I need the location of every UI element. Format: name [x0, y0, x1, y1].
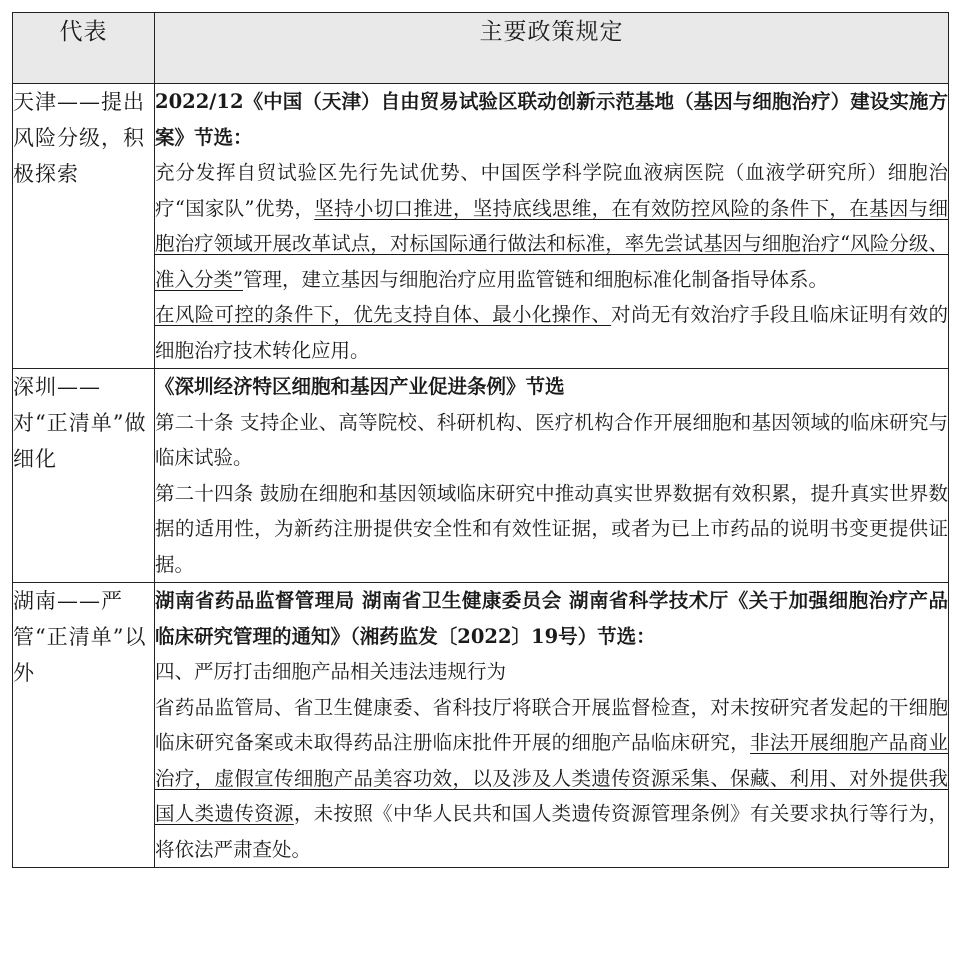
rep-cell-tianjin: 天津——提出风险分级，积极探索: [13, 84, 155, 369]
policy-table: [12, 12, 949, 868]
table-row: [13, 583, 949, 868]
policy-title-shenzhen: 《深圳经济特区细胞和基因产业促进条例》节选: [155, 375, 565, 398]
policy-text: 管理，建立基因与细胞治疗应用监管链和细胞标准化制备指导体系。: [242, 267, 828, 291]
policy-title-tianjin: 2022/12《中国（天津）自由贸易试验区联动创新示范基地（基因与细胞治疗）建设实施方案》节选：: [155, 90, 948, 149]
header-representative: 代表: [13, 13, 155, 84]
policy-text: 省药品监管局、省卫生健康委、省科技厅将联合开展监督检查，对未按研究者发起的干细胞临床研究备案或未取得药品注册临床批件开展的细胞产品临床研究，: [155, 695, 948, 754]
policy-article-24: 第二十四条 鼓励在细胞和基因领域临床研究中推动真实世界数据有效积累，提升真实世界数据的适用性，为新药注册提供安全性和有效性证据，或者为已上市药品的说明书变更提供证据。: [155, 481, 948, 576]
table-header-row: [13, 13, 949, 84]
policy-cell-hunan: [155, 583, 949, 868]
rep-cell-hunan: 湖南——严管“正清单”以外: [13, 583, 155, 868]
policy-text: 对尚无有效治疗手段且临床证明有效的细胞治疗技术转化应用。: [155, 303, 948, 362]
policy-text: ，未按照《中华人民共和国人类遗传资源管理条例》有关要求执行等行为，将依法严肃查处。: [155, 802, 948, 861]
underlined-text: 非法开展细胞产品商业治疗，虚假宣传细胞产品美容功效，以及涉及人类遗传资源采集、保藏、利用、对外提供我国人类遗传资源: [155, 731, 948, 825]
rep-cell-shenzhen: 深圳——对“正清单”做细化: [13, 369, 155, 583]
policy-cell-shenzhen: [155, 369, 949, 583]
policy-section-heading: 四、严厉打击细胞产品相关违法违规行为: [155, 660, 507, 683]
policy-text: 充分发挥自贸试验区先行先试优势、中国医学科学院血液病医院（血液学研究所）细胞治疗“国家队”优势，: [155, 161, 948, 220]
policy-article-20: 第二十条 支持企业、高等院校、科研机构、医疗机构合作开展细胞和基因领域的临床研究与临床试验。: [155, 410, 948, 469]
policy-paragraph: [155, 297, 948, 368]
underlined-text: 在风险可控的条件下，优先支持自体、最小化操作、: [155, 303, 612, 326]
table-row: [13, 84, 949, 369]
policy-paragraph: [155, 155, 948, 297]
header-policy: 主要政策规定: [155, 13, 949, 84]
policy-cell-tianjin: [155, 84, 949, 369]
table-row: [13, 369, 949, 583]
underlined-text: 坚持小切口推进，坚持底线思维，在有效防控风险的条件下，在基因与细胞治疗领域开展改革试点，对标国际通行做法和标准，率先尝试基因与细胞治疗“风险分级、准入分类”: [155, 196, 948, 291]
policy-title-hunan: 湖南省药品监督管理局 湖南省卫生健康委员会 湖南省科学技术厅《关于加强细胞治疗产品临床研究管理的通知》（湘药监发〔2022〕19号）节选：: [155, 589, 948, 648]
policy-paragraph: [155, 690, 948, 868]
